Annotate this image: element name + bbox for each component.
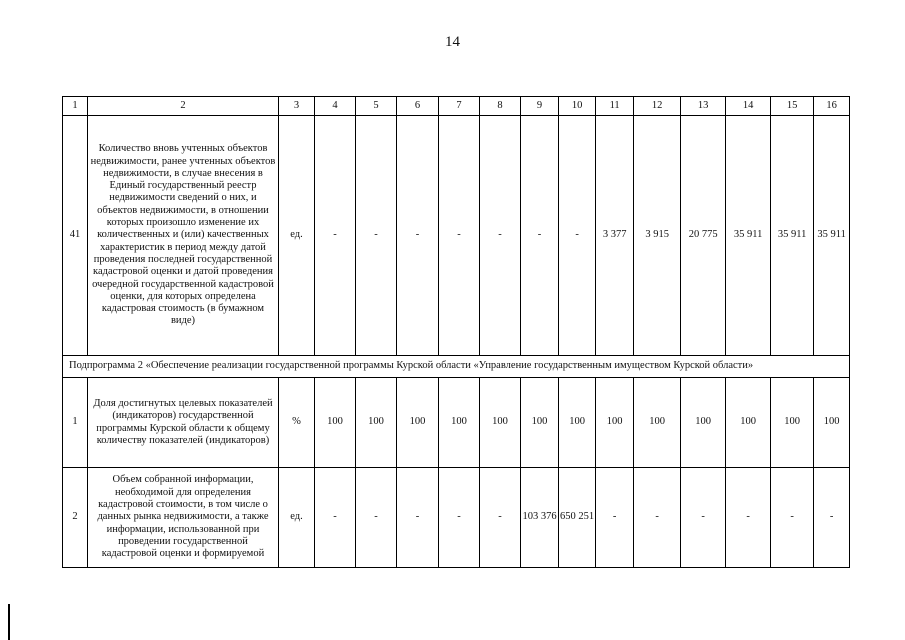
col-number-cell: 6	[397, 97, 439, 116]
value-cell: -	[397, 468, 439, 568]
value-cell: -	[634, 468, 681, 568]
value-cell: 103 376	[521, 468, 559, 568]
value-cell: -	[356, 116, 397, 356]
value-cell: 100	[480, 378, 521, 468]
value-cell: 100	[315, 378, 356, 468]
value-cell: -	[397, 116, 439, 356]
value-cell: 20 775	[681, 116, 726, 356]
value-cell: 35 911	[771, 116, 814, 356]
value-cell: 100	[634, 378, 681, 468]
value-cell: 3 915	[634, 116, 681, 356]
table-row	[63, 116, 850, 356]
scan-margin-line	[8, 604, 10, 640]
indicator-name: Объем собранной информации, необходимой для определения кадастровой стоимости, в том числе о данных рынка недвижимости, а также информации, использованной при проведении государственной кадастровой оценки и формируемой	[88, 468, 279, 568]
unit-cell: ед.	[279, 116, 315, 356]
col-number-cell: 1	[63, 97, 88, 116]
value-cell: 100	[397, 378, 439, 468]
col-number-cell: 12	[634, 97, 681, 116]
unit-cell: %	[279, 378, 315, 468]
value-cell: 100	[596, 378, 634, 468]
col-number-cell: 10	[559, 97, 596, 116]
value-cell: -	[480, 116, 521, 356]
indicator-name: Доля достигнутых целевых показателей (индикаторов) государственной программы Курской области к общему количеству показателей (индикаторов)	[88, 378, 279, 468]
row-number: 2	[63, 468, 88, 568]
col-number-cell: 14	[726, 97, 771, 116]
value-cell: 650 251	[559, 468, 596, 568]
value-cell: 3 377	[596, 116, 634, 356]
table-row	[63, 468, 850, 568]
value-cell: -	[681, 468, 726, 568]
value-cell: 35 911	[726, 116, 771, 356]
value-cell: -	[439, 116, 480, 356]
value-cell: 100	[521, 378, 559, 468]
unit-cell: ед.	[279, 468, 315, 568]
col-number-cell: 3	[279, 97, 315, 116]
subprogram-row	[63, 356, 850, 378]
value-cell: 100	[771, 378, 814, 468]
column-number-row	[63, 97, 850, 116]
value-cell: 100	[559, 378, 596, 468]
col-number-cell: 15	[771, 97, 814, 116]
page-number: 14	[445, 34, 460, 50]
value-cell: 100	[681, 378, 726, 468]
col-number-cell: 4	[315, 97, 356, 116]
indicator-name: Количество вновь учтенных объектов недвижимости, ранее учтенных объектов недвижимости, в случае внесения в Единый государственный реестр недвижимости сведений о них, и объектов недвижимости, в отношении которых произошло изменение их количественных и (или) качественных характеристик в период между датой проведения последней государственной кадастровой оценки и датой проведения очередной государственной кадастровой оценки, для которых определена кадастровая стоимость (в бумажном виде)	[88, 116, 279, 356]
value-cell: 100	[356, 378, 397, 468]
value-cell: -	[771, 468, 814, 568]
value-cell: 100	[439, 378, 480, 468]
value-cell: 100	[726, 378, 771, 468]
col-number-cell: 2	[88, 97, 279, 116]
value-cell: -	[814, 468, 850, 568]
col-number-cell: 8	[480, 97, 521, 116]
col-number-cell: 9	[521, 97, 559, 116]
value-cell: -	[356, 468, 397, 568]
value-cell: 35 911	[814, 116, 850, 356]
value-cell: 100	[814, 378, 850, 468]
table-row	[63, 378, 850, 468]
row-number: 41	[63, 116, 88, 356]
value-cell: -	[439, 468, 480, 568]
col-number-cell: 7	[439, 97, 480, 116]
col-number-cell: 16	[814, 97, 850, 116]
value-cell: -	[521, 116, 559, 356]
col-number-cell: 11	[596, 97, 634, 116]
value-cell: -	[480, 468, 521, 568]
value-cell: -	[559, 116, 596, 356]
indicators-table	[62, 96, 850, 568]
row-number: 1	[63, 378, 88, 468]
value-cell: -	[596, 468, 634, 568]
subprogram-title: Подпрограмма 2 «Обеспечение реализации государственной программы Курской области «Управление государственным имуществом Курской области»	[63, 356, 850, 378]
value-cell: -	[315, 468, 356, 568]
value-cell: -	[315, 116, 356, 356]
col-number-cell: 5	[356, 97, 397, 116]
value-cell: -	[726, 468, 771, 568]
col-number-cell: 13	[681, 97, 726, 116]
